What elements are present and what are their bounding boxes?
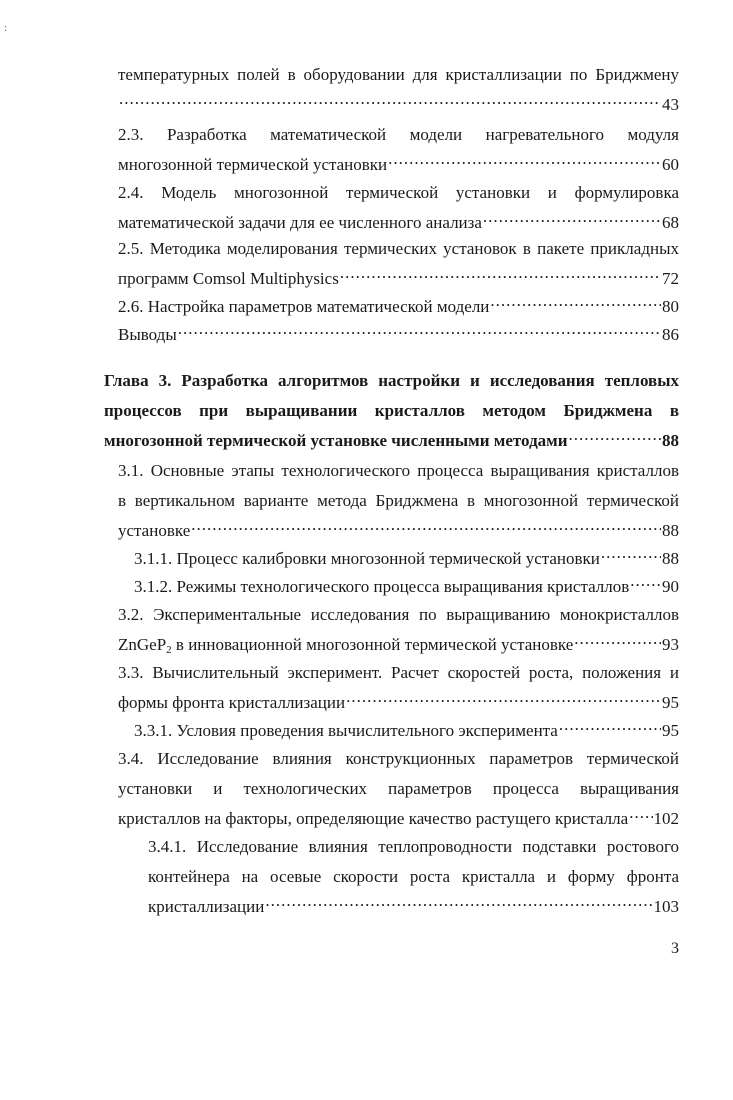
toc-entry-text: многозонной термической установке численными методами [104,431,568,450]
toc-page-number: 72 [662,269,679,288]
toc-entry-text: 3.2. Экспериментальные исследования по выращиванию монокристаллов [118,605,679,624]
toc-entry-3-1-2[interactable] [134,572,679,602]
toc-entry-lastline [134,572,679,602]
toc-entry-lastline [118,292,679,322]
toc-entry-3-4[interactable] [118,744,679,834]
toc-page-number: 88 [662,549,679,568]
leader-dots [574,632,661,650]
toc-page-number: 80 [662,297,679,316]
toc-page-number: 93 [662,635,679,654]
leader-dots [119,92,661,110]
toc-entry-text: в вертикальном варианте метода Бриджмена в многозонной термической [118,491,679,510]
toc-entry-lastline [118,320,679,350]
toc-entry-text: многозонной термической установки [118,155,388,174]
toc-entry-text: 2.5. Методика моделирования термических установок в пакете прикладных [118,239,679,258]
leader-dots [630,574,661,592]
toc-entry-text: 3.3. Вычислительный эксперимент. Расчет скоростей роста, положения и [118,663,679,682]
toc-entry-text: 3.3.1. Условия проведения вычислительного эксперимента [134,721,558,740]
margin-mark: : [4,22,8,34]
toc-entry-lastline [118,688,679,718]
toc-page-number: 103 [653,897,679,916]
toc-entry-text: 3.1. Основные этапы технологического процесса выращивания кристаллов [118,461,679,480]
toc-page-number: 60 [662,155,679,174]
toc-entry-2-3[interactable] [118,120,679,180]
toc-entry-3-4-1[interactable] [148,832,679,922]
toc-entry-text: 2.4. Модель многозонной термической установки и формулировка [118,183,679,202]
toc-entry-text: Выводы [118,325,177,344]
subscript: 2 [166,644,172,656]
toc-chapter-3[interactable] [104,366,679,456]
toc-entry-text: 2.3. Разработка математической модели нагревательного модуля [118,125,679,144]
toc-entry-3-3-1[interactable] [134,716,679,746]
leader-dots [265,894,652,912]
toc-entry-text: 3.4.1. Исследование влияния теплопроводности подставки ростового [148,837,679,856]
leader-dots [483,210,661,228]
toc-entry-text: кристаллов на факторы, определяющие качество растущего кристалла [118,809,629,828]
leader-dots [601,546,661,564]
toc-page-number: 68 [662,213,679,232]
page-number: 3 [671,940,679,957]
toc-entry-3-1[interactable] [118,456,679,546]
toc-entry-3-2[interactable] [118,600,679,665]
toc-entry-text: математической задачи для ее численного анализа [118,213,482,232]
toc-entry-text: программ Comsol Multiphysics [118,269,339,288]
toc-page-number: 43 [662,95,679,114]
toc-entry-2-4[interactable] [118,178,679,238]
toc-entry-text: температурных полей в оборудовании для кристаллизации по Бриджмену [118,65,679,84]
toc-entry-3-3[interactable] [118,658,679,718]
toc-entry-text: 3.4. Исследование влияния конструкционных параметров термической [118,749,679,768]
toc-entry-2-5[interactable] [118,234,679,294]
toc-entry-text: 2.6. Настройка параметров математической модели [118,297,490,316]
toc-entry-lastline [118,264,679,294]
toc-entry-text: установке [118,521,191,540]
leader-dots [388,152,661,170]
toc-entry-lastline [104,426,679,456]
toc-page-number: 88 [662,521,679,540]
leader-dots [340,266,661,284]
toc-page-number: 86 [662,325,679,344]
leader-dots [629,806,652,824]
toc-entry-text: процессов при выращивании кристаллов методом Бриджмена в [104,401,679,420]
toc-entry-text: установки и технологических параметров процесса выращивания [118,779,679,798]
toc-entry-bridgman-fields[interactable] [118,60,679,120]
toc-entry-lastline [118,90,679,120]
leader-dots [191,518,661,536]
toc-entry-text: ZnGeP$_2$ в инновационной многозонной термической установке [118,635,574,656]
toc-entry-lastline [118,516,679,546]
toc-page-number: 88 [662,431,679,450]
toc-entry-text: кристаллизации [148,897,265,916]
toc-page-number: 90 [662,577,679,596]
leader-dots [569,428,661,446]
leader-dots [559,718,661,736]
toc-entry-lastline [118,150,679,180]
toc-entry-lastline [134,544,679,574]
toc-entry-2-6[interactable] [118,292,679,322]
toc-page-number: 95 [662,721,679,740]
toc-entry-lastline [118,804,679,834]
toc-entry-text: формы фронта кристаллизации [118,693,346,712]
toc-entry-text: Глава 3. Разработка алгоритмов настройки и исследования тепловых [104,371,679,390]
toc-entry-conclusions[interactable] [118,320,679,350]
toc-entry-3-1-1[interactable] [134,544,679,574]
toc-page-number: 102 [653,809,679,828]
toc-entry-lastline [148,892,679,922]
leader-dots [490,294,661,312]
toc-entry-lastline [134,716,679,746]
toc-entry-text: 3.1.2. Режимы технологического процесса выращивания кристаллов [134,577,630,596]
toc-page-number: 95 [662,693,679,712]
leader-dots [178,322,661,340]
leader-dots [346,690,661,708]
toc-entry-text: контейнера на осевые скорости роста кристалла и форму фронта [148,867,679,886]
toc-entry-text: 3.1.1. Процесс калибровки многозонной термической установки [134,549,600,568]
